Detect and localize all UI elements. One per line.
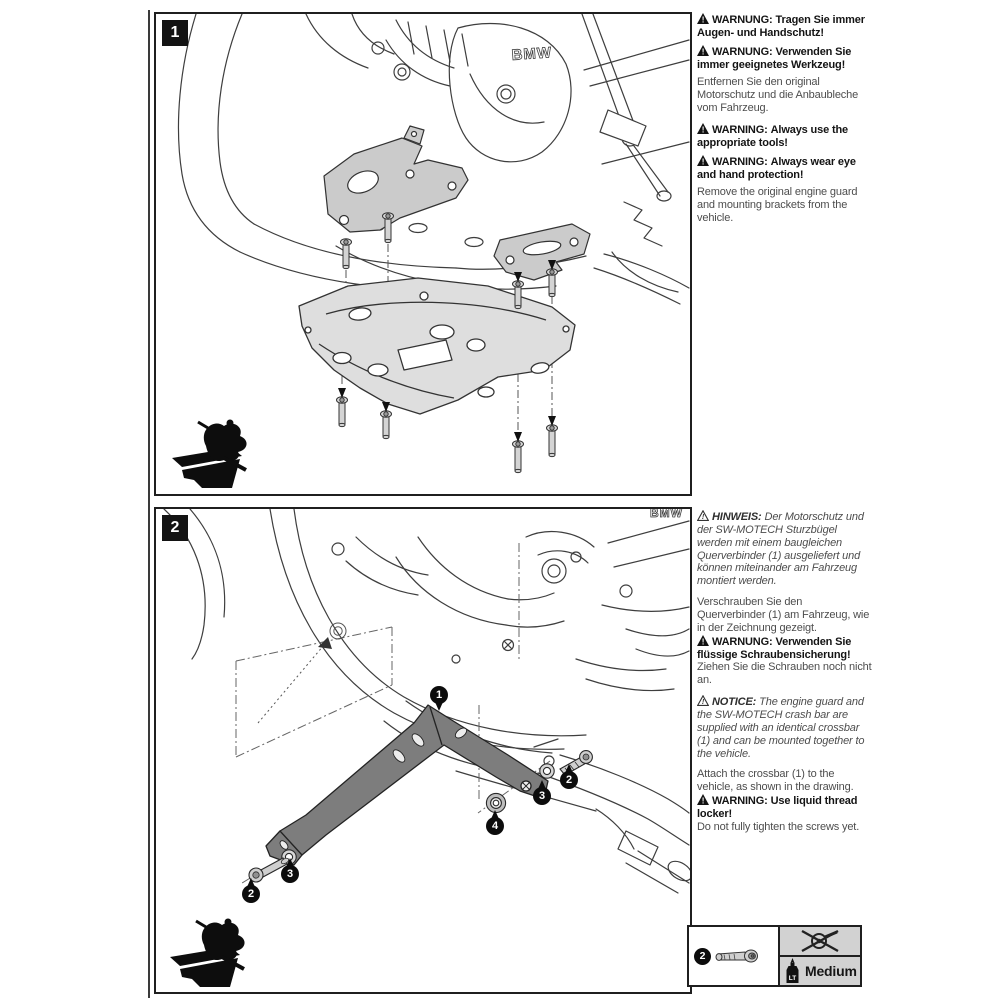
page-frame-rule [148, 10, 150, 998]
svg-text:!: ! [701, 796, 705, 806]
warning-icon [697, 155, 709, 166]
torque-column [780, 927, 860, 985]
step-number-box: 2 [162, 515, 188, 541]
tip-over-icon [170, 919, 245, 988]
svg-text:!: ! [701, 637, 705, 646]
callout-screw: 2 [242, 885, 260, 903]
warning-icon [697, 45, 709, 56]
body-en: Remove the original engine guard and mounting brackets from the vehicle. [697, 186, 858, 225]
callout-spacer: 4 [486, 817, 504, 835]
brand-logo-text-partial: BMW [650, 509, 683, 520]
svg-text:!: ! [701, 157, 705, 166]
body-en-2: Do not fully tighten the screws yet. [697, 820, 860, 833]
parts-table [687, 925, 862, 987]
notice-icon [697, 510, 709, 521]
callout-washer: 3 [281, 865, 299, 883]
warning-icon [697, 635, 709, 646]
callout-screw: 2 [560, 771, 578, 789]
svg-text:!: ! [701, 15, 705, 24]
step1-drawing [156, 14, 690, 494]
warning-icon [697, 123, 709, 134]
threadlocker-cell [780, 957, 860, 985]
svg-text:!: ! [701, 47, 705, 56]
body-en-1: Attach the crossbar (1) to the vehicle, as shown in the drawing. [697, 768, 854, 794]
warning-de-2: ! WARNUNG: Verwenden Sie immer geeignetes Werkzeug! [697, 45, 852, 71]
warning-en-1: ! WARNING: Always use the appropriate tools! [697, 124, 849, 149]
svg-text:!: ! [701, 514, 705, 521]
step1-panel [154, 12, 692, 496]
no-final-tightening-cell [780, 927, 860, 957]
warning-de-1: ! WARNUNG: Tragen Sie immer Augen- und Handschutz! [697, 14, 865, 39]
bottle-label: LT [788, 975, 797, 982]
screw-cell [689, 927, 780, 985]
step2-panel [154, 507, 692, 994]
callout-washer: 3 [533, 787, 551, 805]
body-de: Entfernen Sie den original Motorschutz und die Anbaubleche vom Fahrzeug. [697, 76, 859, 115]
warning-en: ! WARNING: Use liquid thread locker! [697, 795, 858, 821]
notice-de: ! HINWEIS: Der Motorschutz und der SW-MOTECH Sturzbügel werden mit einem baugleichen Querverbinder (1) ausgeliefert und können miteinander am Fahrzeug montiert werden. [697, 511, 864, 588]
step1-instructions [697, 13, 873, 233]
warning-icon [697, 13, 709, 24]
threadlocker-strength-label: Medium [805, 963, 857, 979]
svg-text:!: ! [701, 125, 705, 135]
step-number-box: 1 [162, 20, 188, 46]
body-de-1: Verschrauben Sie den Querverbinder (1) am Fahrzeug, wie in der Zeichnung gezeigt. [697, 596, 870, 634]
body-de-2: Ziehen Sie die Schrauben noch nicht an. [697, 661, 872, 687]
brand-logo-text: BMW [511, 44, 553, 64]
step2-drawing [156, 509, 690, 992]
warning-icon [697, 794, 709, 805]
step2-instructions [697, 510, 873, 842]
do-not-tighten-icon [799, 929, 841, 953]
tip-over-icon [172, 420, 247, 489]
warning-de: ! WARNUNG: Verwenden Sie flüssige Schraubensicherung! [697, 635, 852, 661]
screw-icon [714, 944, 764, 968]
callout-crossbar: 1 [430, 686, 448, 704]
notice-icon [697, 695, 709, 706]
warning-en-2: ! WARNING: Always wear eye and hand protection! [697, 155, 856, 181]
svg-text:!: ! [701, 699, 705, 707]
threadlocker-bottle-icon [785, 958, 800, 984]
screw-callout-badge: 2 [694, 948, 711, 965]
notice-en: ! NOTICE: The engine guard and the SW-MOTECH crash bar are supplied with an identical crossbar (1) and can be mounted together to the vehicle. [697, 696, 865, 760]
